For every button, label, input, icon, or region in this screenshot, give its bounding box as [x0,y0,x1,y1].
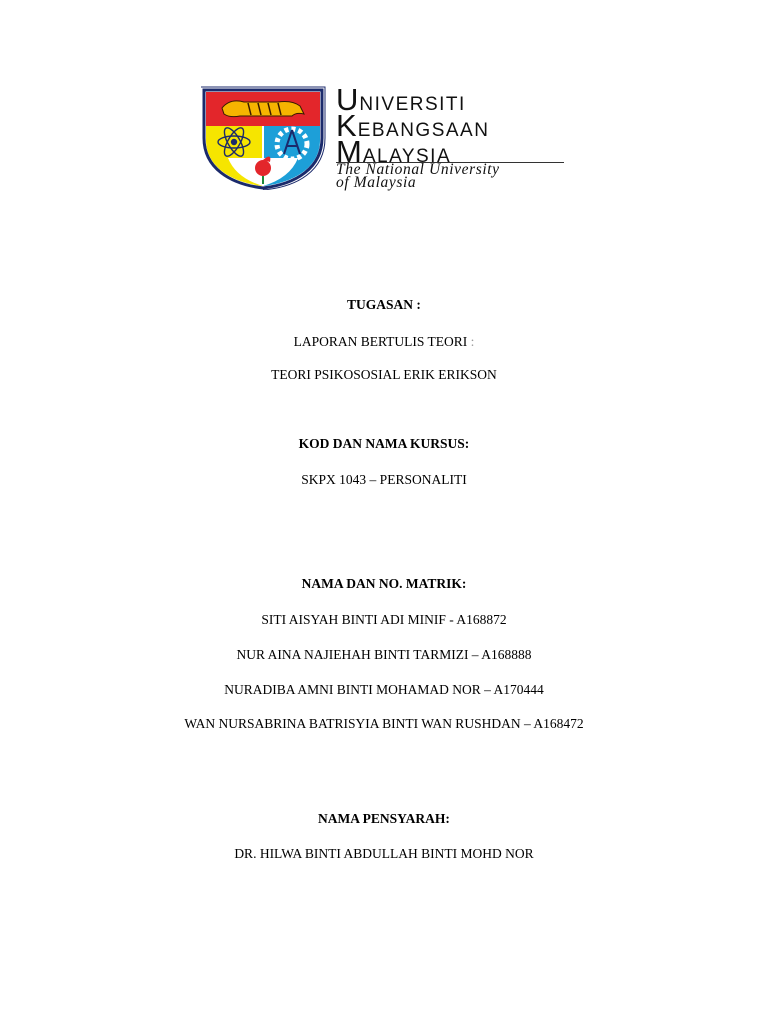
student-name: WAN NURSABRINA BATRISYIA BINTI WAN RUSHDAN – A168472 [184,716,584,731]
ukm-crest-icon [200,86,326,190]
lecturer-label: NAMA PENSYARAH: [318,811,450,826]
logo-initial-u: U [336,82,360,117]
tiger-icon [222,101,304,117]
logo-tagline-2: of Malaysia [336,174,417,191]
university-logo [200,80,570,195]
logo-word-malaysia: ALAYSIA [362,146,452,167]
assignment-label: TUGASAN : [347,297,421,312]
course-value: SKPX 1043 – PERSONALITI [301,472,467,487]
assignment-title-1 [0,334,768,350]
logo-word-kebangsaan: EBANGSAAN [357,120,490,141]
logo-initial-k: K [336,108,358,143]
students-label: NAMA DAN NO. MATRIK: [301,576,467,591]
student-name: NURADIBA AMNI BINTI MOHAMAD NOR – A170444 [224,682,544,697]
course-label: KOD DAN NAMA KURSUS: [298,436,470,451]
assignment-title-1-colon: : [470,334,475,349]
student-name: NUR AINA NAJIEHAH BINTI TARMIZI – A168888 [236,647,532,662]
lecturer-name: DR. HILWA BINTI ABDULLAH BINTI MOHD NOR [234,846,534,861]
assignment-title-2: TEORI PSIKOSOSIAL ERIK ERIKSON [271,367,497,382]
logo-tagline-1: The National University [336,161,500,178]
logo-initial-m: M [336,134,363,169]
logo-word-universiti: NIVERSITI [359,94,466,115]
student-name: SITI AISYAH BINTI ADI MINIF - A168872 [261,612,507,627]
assignment-title-1-text: LAPORAN BERTULIS TEORI [293,334,468,349]
